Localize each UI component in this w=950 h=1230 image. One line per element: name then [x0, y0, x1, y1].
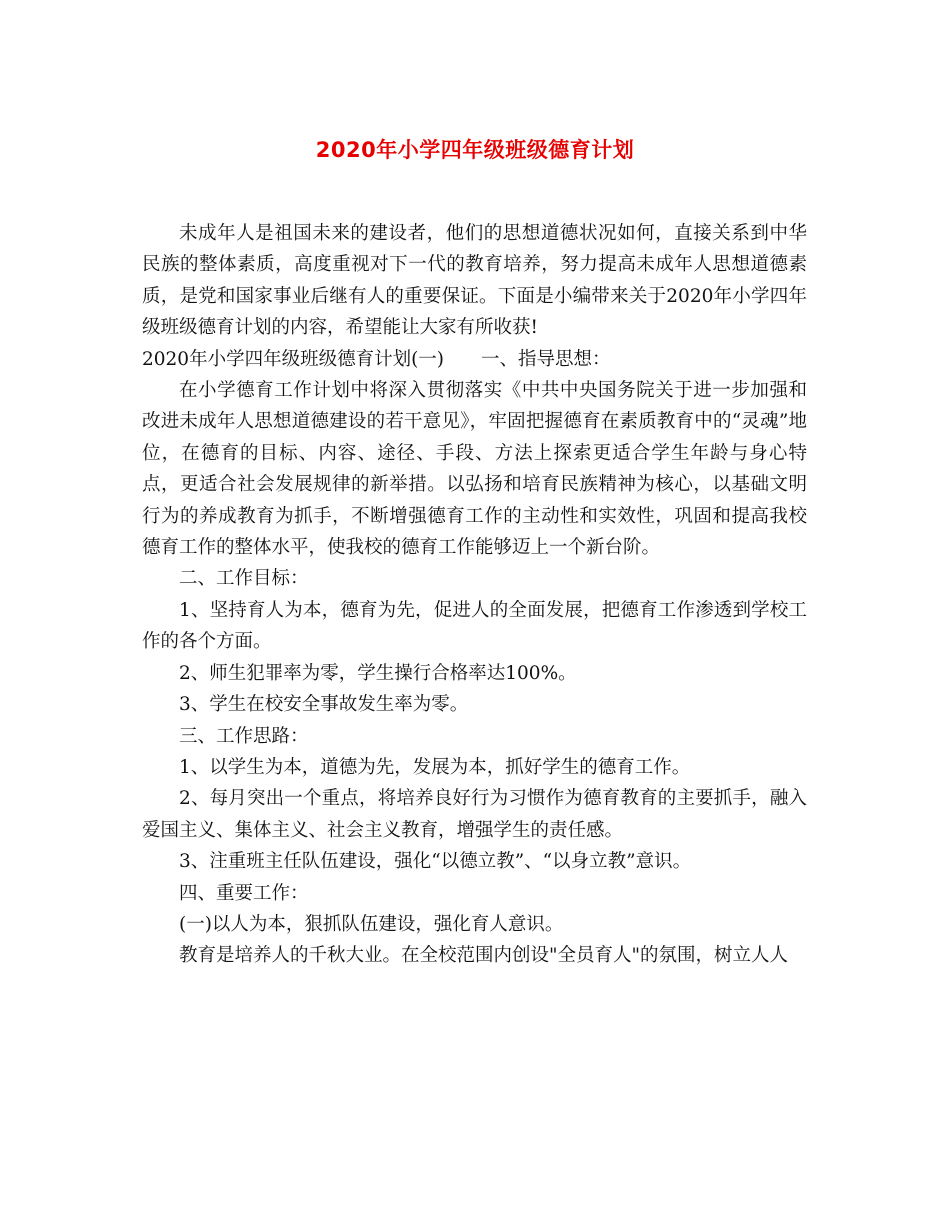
paragraph-approach-2: 2、每月突出一个重点，将培养良好行为习惯作为德育教育的主要抓手，融入爱国主义、集体主义、社会主义教育，增强学生的责任感。 — [142, 788, 807, 841]
paragraph-approach-1: 1、以学生为本，道德为先，发展为本，抓好学生的德育工作。 — [179, 756, 691, 778]
paragraph-intro: 未成年人是祖国未来的建设者，他们的思想道德状况如何，直接关系到中华民族的整体素质，高度重视对下一代的教育培养，努力提高未成年人思想道德素质，是党和国家事业后继有人的重要保证。下面是小编带来关于2020年小学四年级班级德育计划的内容，希望能让大家有所收获! — [142, 223, 807, 339]
paragraph-goal-2: 2、师生犯罪率为零，学生操行合格率达100%。 — [179, 662, 577, 684]
section-heading-work-approach: 三、工作思路： — [179, 725, 309, 747]
paragraph-goal-3: 3、学生在校安全事故发生率为零。 — [179, 694, 469, 716]
paragraph-guiding-ideology: 在小学德育工作计划中将深入贯彻落实《中共中央国务院关于进一步加强和改进未成年人思想道德建设的若干意见》，牢固把握德育在素质教育中的“灵魂”地位，在德育的目标、内容、途径、手段、方法上探索更适合学生年龄与身心特点，更适合社会发展规律的新举措。以弘扬和培育民族精神为核心，以基础文明行为的养成教育为抓手，不断增强德育工作的主动性和实效性，巩固和提高我校德育工作的整体水平，使我校的德育工作能够迈上一个新台阶。 — [142, 380, 807, 559]
paragraph-key-work-1: (一)以人为本，狠抓队伍建设，强化育人意识。 — [179, 913, 564, 935]
section-heading-work-goals: 二、工作目标： — [179, 568, 309, 590]
document-title: 2020年小学四年级班级德育计划 — [315, 138, 635, 162]
paragraph-goal-1: 1、坚持育人为本，德育为先，促进人的全面发展，把德育工作渗透到学校工作的各个方面。 — [142, 599, 807, 653]
document-body — [142, 218, 807, 972]
paragraph-approach-3: 3、注重班主任队伍建设，强化“以德立教”、“以身立教”意识。 — [179, 851, 692, 873]
section-heading-key-work: 四、重要工作： — [179, 882, 309, 904]
paragraph-plan-heading: 2020年小学四年级班级德育计划(一) 一、指导思想： — [142, 348, 611, 370]
paragraph-education-intro: 教育是培养人的千秋大业。在全校范围内创设"全员育人"的氛围，树立人人 — [179, 945, 789, 967]
